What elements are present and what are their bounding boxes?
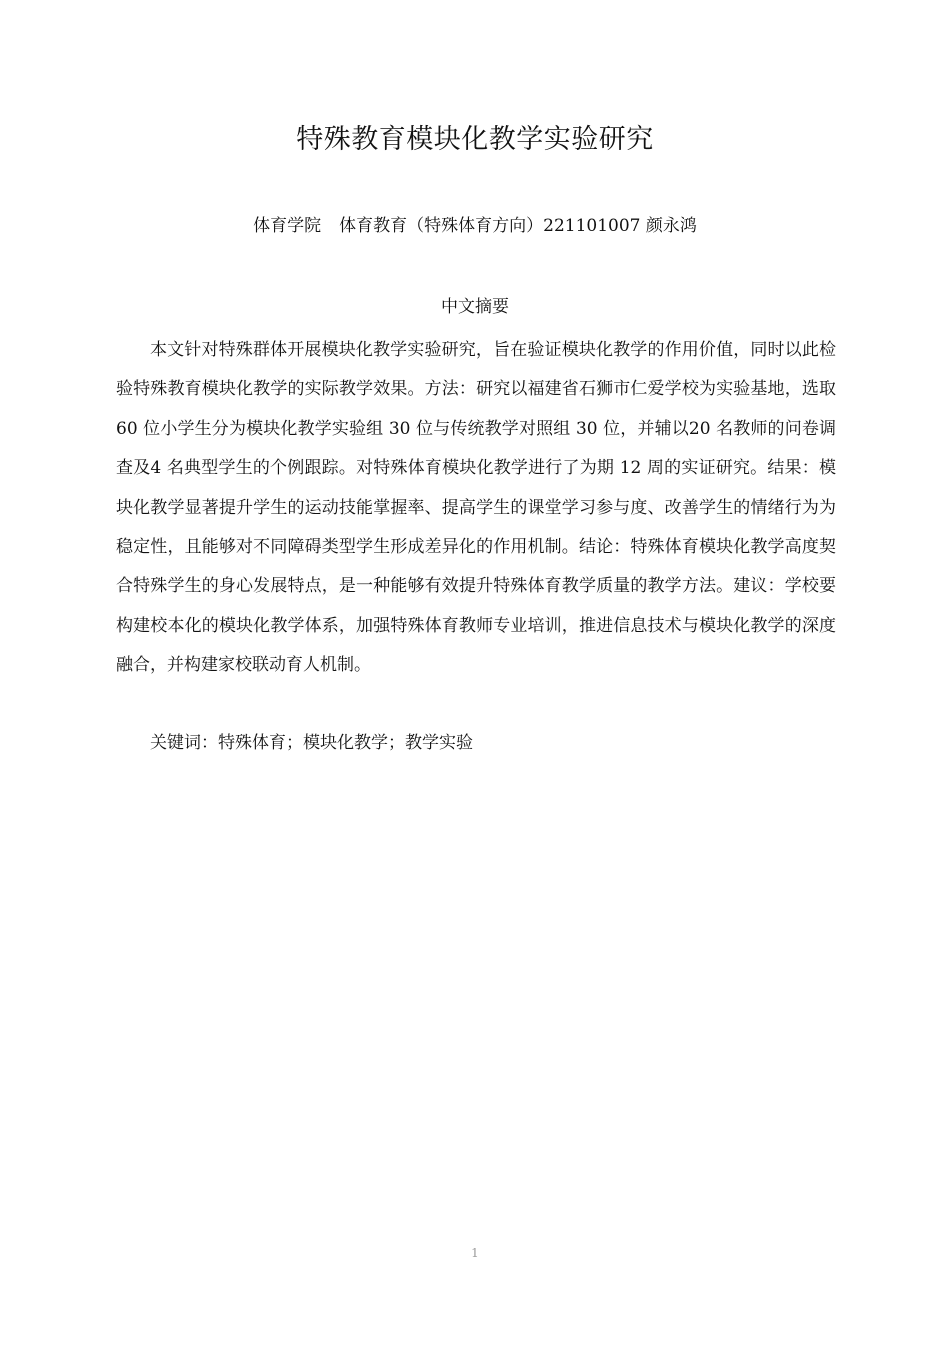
college-name: 体育学院 — [253, 216, 322, 236]
author-line — [0, 211, 950, 241]
page-number: 1 — [471, 1246, 479, 1260]
keywords-line: 关键词：特殊体育；模块化教学；教学实验 — [150, 733, 473, 753]
abstract-heading: 中文摘要 — [441, 297, 509, 317]
document-title: 特殊教育模块化教学实验研究 — [296, 124, 654, 155]
major-and-author: 体育教育（特殊体育方向）221101007 颜永鸿 — [339, 216, 697, 236]
abstract-body: 本文针对特殊群体开展模块化教学实验研究，旨在验证模块化教学的作用价值，同时以此检验特殊教育模块化教学的实际教学效果。方法：研究以福建省石狮市仁爱学校为实验基地，选取 60 位小学生分为模块化教学实验组 30 位与传统教学对照组 30 位，并辅以20 名教师的问卷调查及4 名典型学生的个例跟踪。对特殊体育模块化教学进行了为期 12 周的实证研究。结果：模块化教学显著提升学生的运动技能掌握率、提高学生的课堂学习参与度、改善学生的情绪行为为稳定性，且能够对不同障碍类型学生形成差异化的作用机制。结论：特殊体育模块化教学高度契合特殊学生的身心发展特点，是一种能够有效提升特殊体育教学质量的教学方法。建议：学校要构建校本化的模块化教学体系，加强特殊体育教师专业培训，推进信息技术与模块化教学的深度融合，并构建家校联动育人机制。 — [116, 340, 836, 676]
